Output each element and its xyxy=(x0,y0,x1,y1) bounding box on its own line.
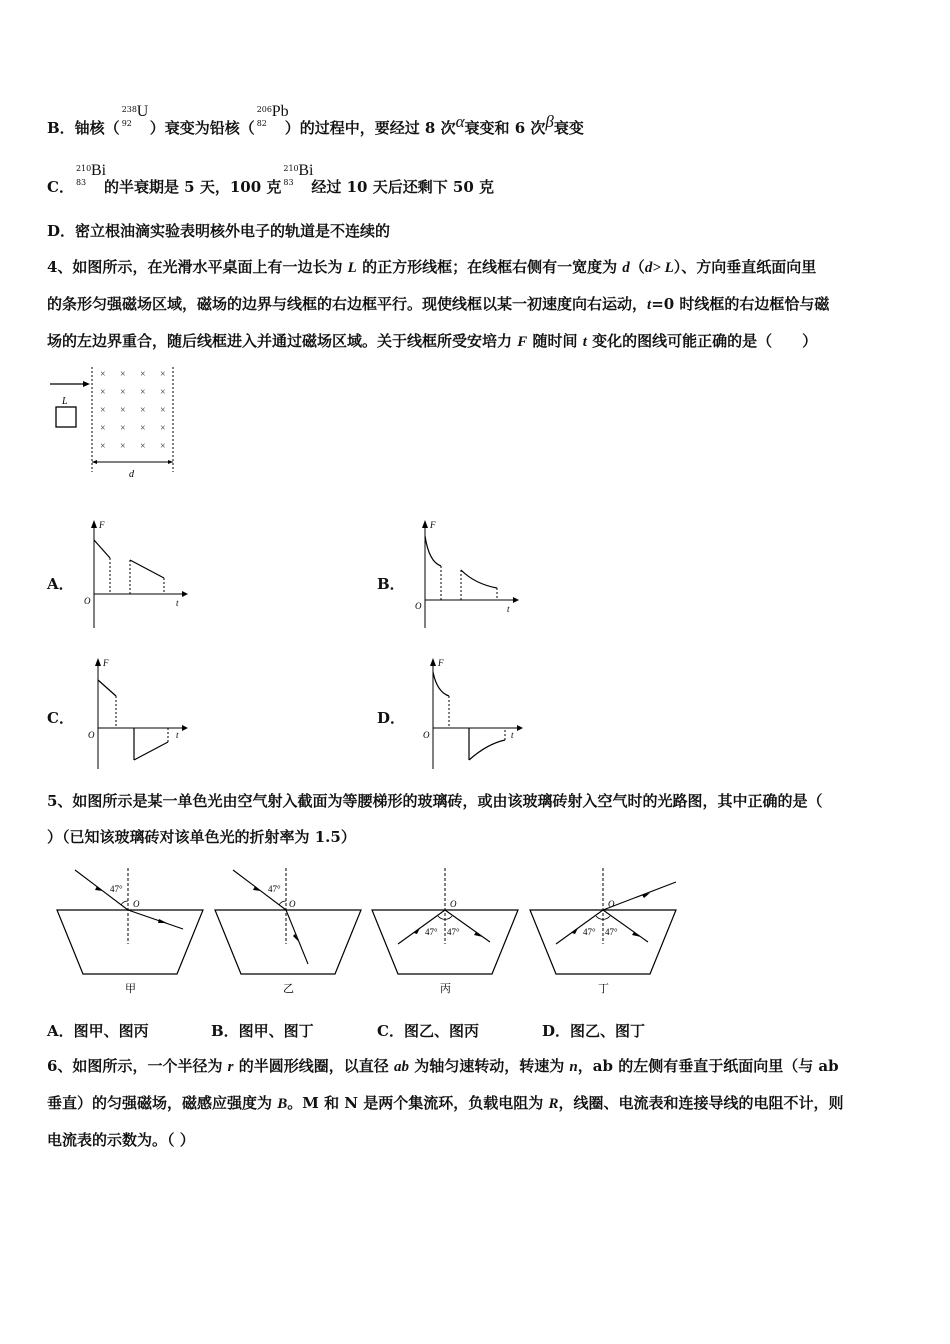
svg-text:乙: 乙 xyxy=(283,983,294,995)
svg-text:×: × xyxy=(120,369,126,380)
svg-text:×: × xyxy=(140,441,146,452)
svg-text:×: × xyxy=(140,369,146,380)
q5-figure-ding xyxy=(528,862,678,997)
q5-answer-b[interactable]: B．图甲、图丁 xyxy=(211,1022,314,1040)
svg-text:×: × xyxy=(140,387,146,398)
bi210-nuclide: 210 83 Bi xyxy=(75,162,107,187)
svg-text:t: t xyxy=(507,604,510,614)
svg-text:O: O xyxy=(608,899,615,909)
q4-graph-a[interactable] xyxy=(80,518,190,630)
q5-figure-bing xyxy=(370,862,520,997)
q3-option-c: C． 210 83 Bi 的半衰期是 5 天，100 克 210 83 Bi 经过 10 天后还剩下 50 克 xyxy=(47,162,495,196)
q5-stem-line1: 5、如图所示是某一单色光由空气射入截面为等腰梯形的玻璃砖，或由该玻璃砖射入空气时的光路图，其中正确的是（ xyxy=(47,792,823,810)
q4-stem-line1: 4、如图所示，在光滑水平桌面上有一边长为 L 的正方形线框；在线框右侧有一宽度为 d（d> L）、方向垂直纸面向里 xyxy=(47,258,817,276)
svg-text:×: × xyxy=(100,441,106,452)
svg-text:47°: 47° xyxy=(605,927,618,937)
q5-answer-c[interactable]: C．图乙、图丙 xyxy=(377,1022,479,1040)
q4-option-c-label[interactable]: C． xyxy=(47,709,74,727)
q6-stem-line1: 6、如图所示，一个半径为 r 的半圆形线圈，以直径 ab 为轴匀速转动，转速为 n，ab 的左侧有垂直于纸面向里（与 ab xyxy=(47,1057,839,1075)
u238-nuclide: 238 92 U xyxy=(121,103,149,128)
svg-text:47°: 47° xyxy=(110,884,123,894)
svg-text:47°: 47° xyxy=(447,927,460,937)
svg-text:×: × xyxy=(100,369,106,380)
svg-text:47°: 47° xyxy=(268,884,281,894)
svg-text:L: L xyxy=(62,396,68,407)
svg-text:丙: 丙 xyxy=(440,983,451,995)
q4-graph-c[interactable] xyxy=(80,656,190,771)
svg-text:丁: 丁 xyxy=(598,983,609,995)
svg-text:×: × xyxy=(140,423,146,434)
field-crosses xyxy=(100,369,166,452)
pb206-nuclide: 206 82 Pb xyxy=(256,103,289,128)
svg-text:×: × xyxy=(160,387,166,398)
svg-text:O: O xyxy=(450,899,457,909)
svg-text:×: × xyxy=(120,423,126,434)
svg-text:O: O xyxy=(84,596,91,606)
q5-figure-jia xyxy=(55,862,205,997)
svg-text:×: × xyxy=(160,423,166,434)
svg-text:O: O xyxy=(289,899,296,909)
q4-graph-d[interactable] xyxy=(415,656,525,771)
svg-text:×: × xyxy=(160,369,166,380)
svg-text:t: t xyxy=(176,598,179,608)
svg-text:×: × xyxy=(120,441,126,452)
q3-option-b: B．铀核（ 238 92 U ）衰变为铅核（ 206 82 Pb ）的过程中，要经过 8 次α衰变和 6 次β衰变 xyxy=(47,103,584,137)
svg-text:O: O xyxy=(133,899,140,909)
q6-stem-line2: 垂直）的匀强磁场，磁感应强度为 B。M 和 N 是两个集流环，负载电阻为 R，线圈、电流表和连接导线的电阻不计，则 xyxy=(47,1094,844,1112)
svg-text:d: d xyxy=(129,469,134,480)
svg-text:×: × xyxy=(100,405,106,416)
svg-text:×: × xyxy=(160,405,166,416)
q4-graph-b[interactable] xyxy=(411,518,521,630)
q5-answer-a[interactable]: A．图甲、图丙 xyxy=(47,1022,149,1040)
svg-text:O: O xyxy=(415,601,422,611)
q6-stem-line3: 电流表的示数为。（ ） xyxy=(47,1131,195,1149)
svg-text:×: × xyxy=(120,405,126,416)
svg-text:甲: 甲 xyxy=(125,983,136,995)
svg-text:×: × xyxy=(100,423,106,434)
q4-stem-line3: 场的左边界重合，随后线框进入并通过磁场区域。关于线框所受安培力 F 随时间 t 变化的图线可能正确的是（ ） xyxy=(47,332,818,350)
svg-text:×: × xyxy=(160,441,166,452)
square-loop xyxy=(56,407,76,427)
svg-text:F: F xyxy=(103,658,109,668)
bi210-nuclide-2: 210 83 Bi xyxy=(283,162,314,187)
svg-text:F: F xyxy=(99,520,105,530)
svg-text:t: t xyxy=(511,730,514,740)
q4-option-b-label[interactable]: B． xyxy=(377,575,405,593)
q4-magnetic-field-figure xyxy=(45,362,185,482)
q3-option-d: D．密立根油滴实验表明核外电子的轨道是不连续的 xyxy=(47,222,391,240)
svg-text:O: O xyxy=(88,730,95,740)
q4-option-a-label[interactable]: A． xyxy=(47,575,74,593)
svg-text:47°: 47° xyxy=(583,927,596,937)
q5-stem-line2: ）（已知该玻璃砖对该单色光的折射率为 1.5） xyxy=(47,828,356,846)
q5-answer-d[interactable]: D．图乙、图丁 xyxy=(542,1022,646,1040)
svg-text:F: F xyxy=(430,520,436,530)
svg-text:F: F xyxy=(438,658,444,668)
svg-text:47°: 47° xyxy=(425,927,438,937)
q5-figure-yi xyxy=(213,862,363,997)
svg-text:×: × xyxy=(100,387,106,398)
svg-text:×: × xyxy=(120,387,126,398)
svg-text:t: t xyxy=(176,730,179,740)
q4-option-d-label[interactable]: D． xyxy=(377,709,406,727)
svg-text:×: × xyxy=(140,405,146,416)
q4-stem-line2: 的条形匀强磁场区域，磁场的边界与线框的右边框平行。现使线框以某一初速度向右运动，t=0 时线框的右边框恰与磁 xyxy=(47,295,830,313)
svg-text:O: O xyxy=(423,730,430,740)
